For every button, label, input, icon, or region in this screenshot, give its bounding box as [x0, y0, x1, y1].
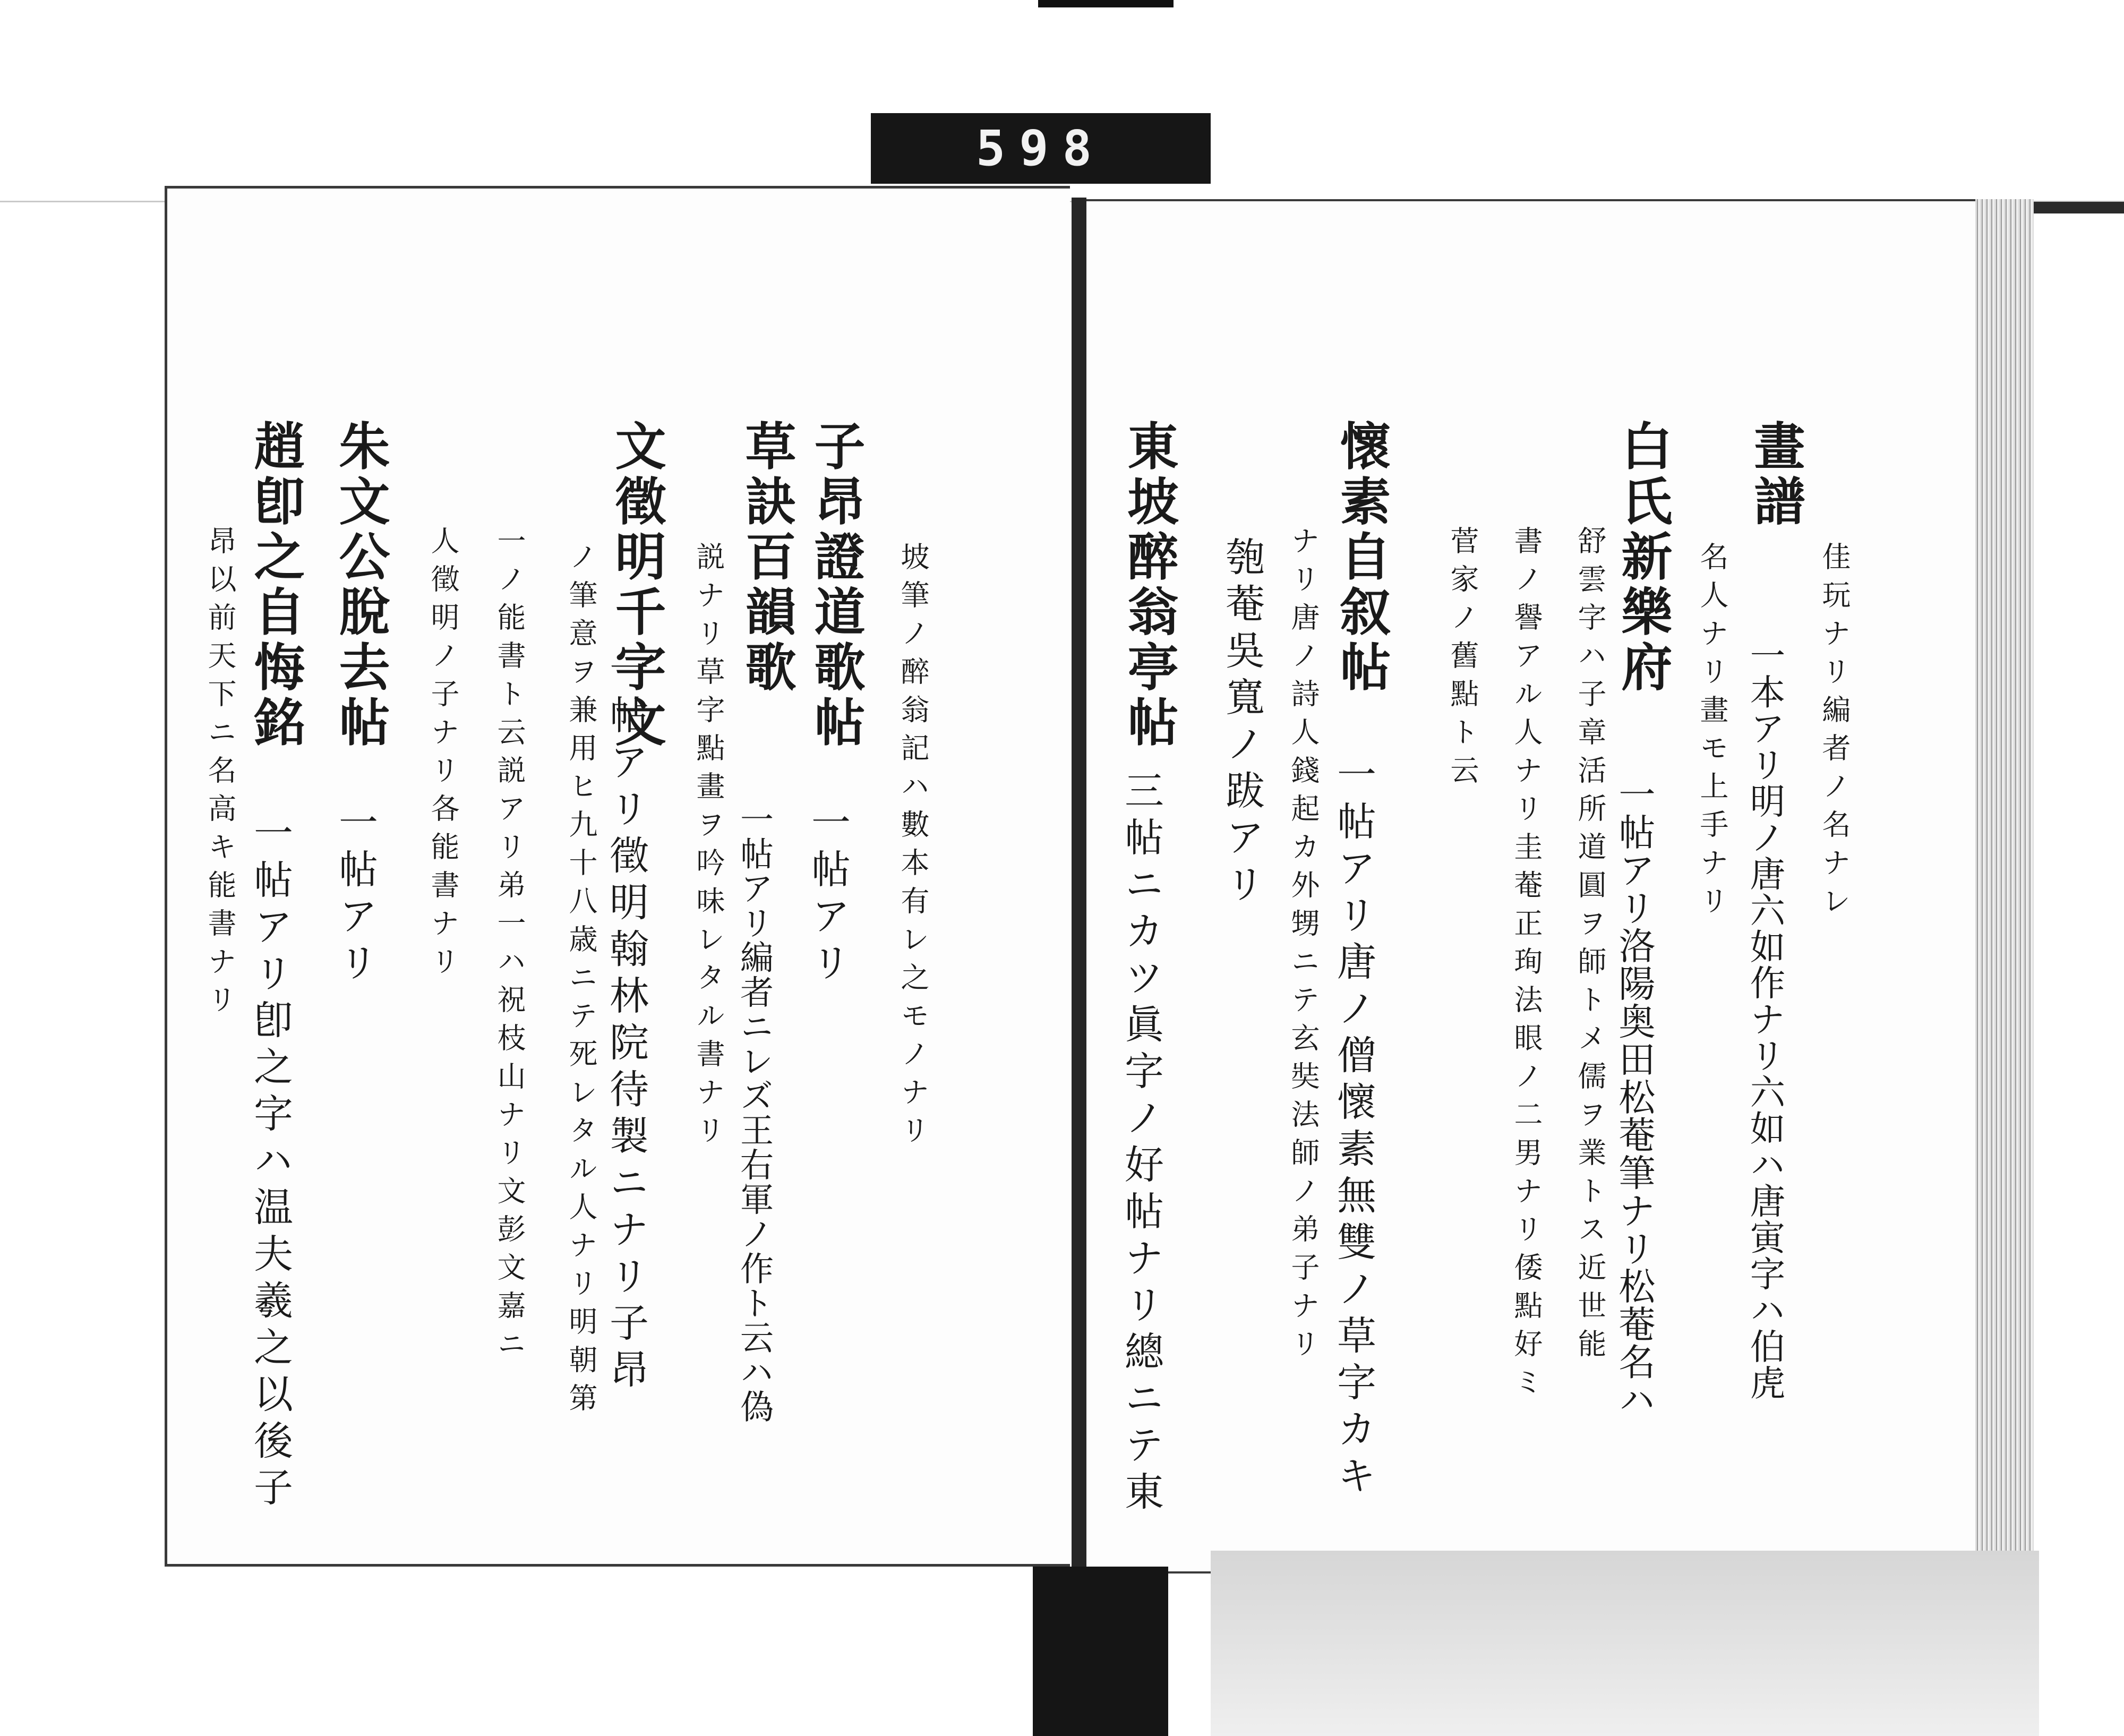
left-column-2: 子昂證道歌帖	[806, 420, 866, 751]
left-column-8: 一帖アリ徵明翰林院待製ニナリ子昂	[603, 648, 649, 1396]
right-column-1: 佳玩ナリ編者ノ名ナレ	[1818, 542, 1851, 924]
left-column-12: 朱文公脫去帖	[331, 420, 391, 751]
left-column-5: 一帖アリ編者ニレズ王右軍ノ作ト云ハ偽	[735, 802, 774, 1424]
right-column-10: 懷素自叙帖	[1332, 420, 1392, 696]
scan-shadow	[1211, 1551, 2039, 1736]
right-column-9: 菅家ノ舊點ト云	[1446, 526, 1479, 793]
right-column-5: 白氏新樂府	[1613, 420, 1673, 696]
left-column-4: 草訣百韻歌	[737, 420, 797, 696]
left-column-9: ノ筆意ヲ兼用ヒ九十八歳ニテ死レタル人ナリ明朝第	[564, 542, 598, 1421]
right-column-6: 一帖アリ洛陽奥田松菴筆ナリ松菴名ハ	[1612, 775, 1655, 1419]
catalog-label: 598	[871, 113, 1211, 184]
right-column-12: ナリ唐ノ詩人錢起カ外甥ニテ玄奘法師ノ弟子ナリ	[1287, 526, 1320, 1367]
left-column-13: 一帖アリ	[332, 802, 378, 989]
left-column-6: 説ナリ草字點畫ヲ吟味レタル書ナリ	[692, 542, 725, 1153]
left-column-11: 人徵明ノ子ナリ各能書ナリ	[426, 526, 460, 985]
bottom-binding-strip	[1033, 1567, 1168, 1736]
left-column-14: 趙卽之自悔銘	[246, 420, 306, 751]
right-column-15: 三帖ニカツ眞字ノ好帖ナリ總ニテ東	[1118, 770, 1164, 1518]
left-column-16: 昂以前天下ニ名高キ能書ナリ	[203, 526, 237, 1023]
page-edges	[1975, 199, 2034, 1575]
left-column-10: 一ノ能書ト云説アリ弟一ハ祝枝山ナリ文彭文嘉ニ	[493, 526, 526, 1367]
right-column-8: 書ノ譽アル人ナリ圭菴正珣法眼ノ二男ナリ倭點好ミ	[1510, 526, 1543, 1405]
right-column-13: 匏菴吳寬ノ跋アリ	[1219, 536, 1265, 910]
left-column-3: 一帖アリ	[805, 802, 851, 989]
right-column-11: 一帖アリ唐ノ僧懷素無雙ノ草字カキ	[1331, 754, 1376, 1502]
right-column-14: 東坡醉翁亭帖	[1119, 420, 1179, 751]
left-column-15: 一帖アリ卽之字ハ温夫羲之以後子	[247, 813, 293, 1513]
right-column-7: 舒雲字ハ子章活所道圓ヲ師トメ儒ヲ業トス近世能	[1573, 526, 1607, 1367]
book-gutter	[1072, 198, 1086, 1573]
right-column-4: 名人ナリ畫モ上手ナリ	[1695, 542, 1729, 924]
top-binding-strip	[1038, 0, 1174, 7]
left-column-1: 坡筆ノ醉翁記ハ數本有レ之モノナリ	[896, 542, 930, 1153]
edge-mark	[2034, 202, 2124, 213]
left-column-7: 文徵明千字文	[607, 420, 667, 751]
right-column-3: 一本アリ明ノ唐六如作ナリ六如ハ唐寅字ハ伯虎	[1744, 637, 1786, 1401]
right-column-2: 畫譜	[1746, 420, 1806, 530]
